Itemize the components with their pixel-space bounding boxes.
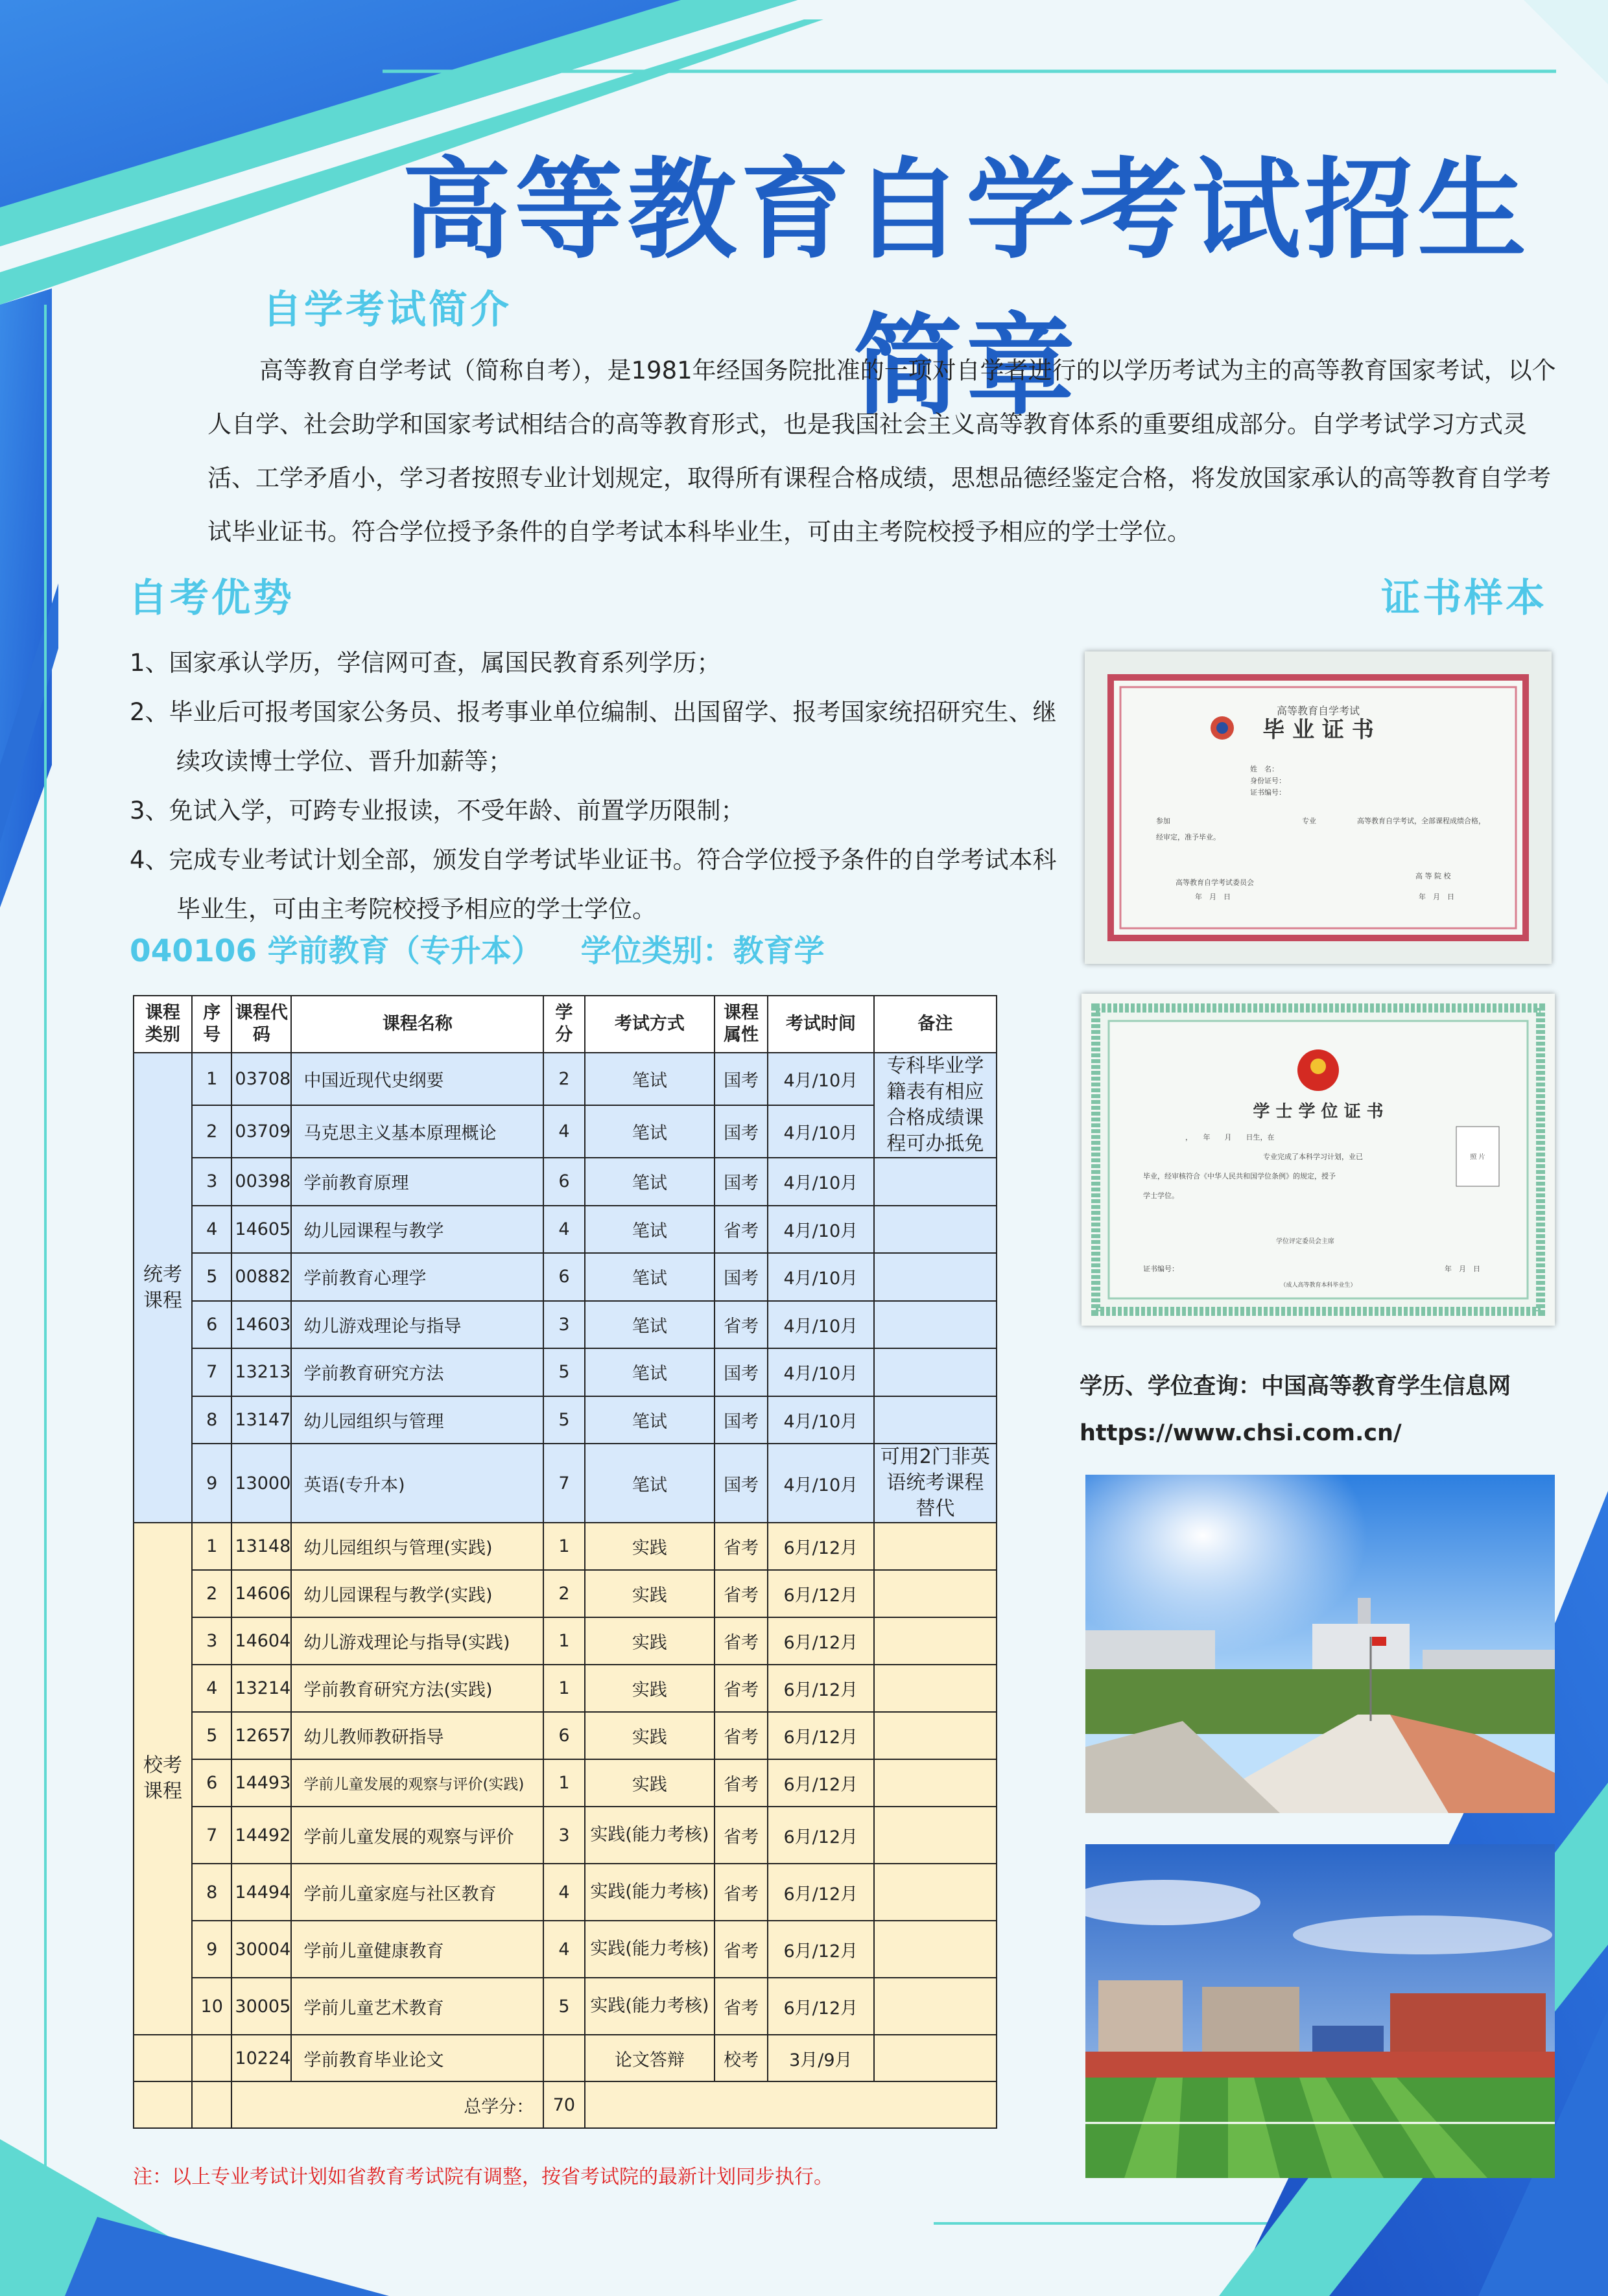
table-cell: 学前儿童健康教育 [291,1921,543,1978]
table-cell: 6月/12月 [768,1759,874,1807]
degree-type: 学位类别：教育学 [580,933,825,969]
col-header: 课程名称 [291,996,543,1053]
total-label: 总学分： [231,2081,543,2128]
table-cell: 笔试 [585,1301,715,1349]
table-cell: 5 [543,1978,584,2035]
diploma-name-label: 姓 名： [1250,765,1279,773]
query-label: 学历、学位查询：中国高等教育学生信息网 [1080,1374,1511,1400]
table-cell: 中国近现代史纲要 [291,1053,543,1105]
table-cell [543,2035,584,2081]
degree-committee: 学位评定委员会主席 [1276,1238,1334,1245]
table-cell [874,2035,997,2081]
table-cell: 省考 [715,1864,768,1921]
note-cell [874,1301,997,1349]
note-cell [874,1864,997,1921]
table-cell: 马克思主义基本原理概论 [291,1105,543,1158]
table-cell: 笔试 [585,1206,715,1254]
table-cell: 4月/10月 [768,1444,874,1523]
certificates-heading: 证书样本 [1381,576,1547,621]
diploma-date-right: 年 月 日 [1419,893,1454,901]
table-cell: 6月/12月 [768,1921,874,1978]
table-row [134,1921,997,1978]
table-cell: 4月/10月 [768,1105,874,1158]
table-cell: 4月/10月 [768,1253,874,1301]
table-header-row [134,996,997,1053]
table-cell: 省考 [715,1759,768,1807]
table-row [134,1105,997,1158]
table-cell: 6月/12月 [768,1570,874,1617]
note-cell [874,1712,997,1759]
note-cell: 专科毕业学籍表有相应合格成绩课程可办抵免 [874,1053,997,1158]
col-header: 学分 [543,996,584,1053]
table-cell: 00882 [231,1253,291,1301]
table-cell: 6月/12月 [768,1978,874,2035]
degree-title: 学 士 学 位 证 书 [1253,1102,1384,1121]
table-cell: 4 [543,1921,584,1978]
table-cell: 省考 [715,1523,768,1570]
table-cell: 1 [543,1759,584,1807]
diploma-school: 高 等 院 校 [1415,872,1451,880]
table-cell: 省考 [715,1807,768,1864]
table-cell: 幼儿游戏理论与指导 [291,1301,543,1349]
table-row [134,1864,997,1921]
table-cell: 3 [543,1807,584,1864]
campus-photo-square [1085,1475,1555,1813]
table-cell: 国考 [715,1348,768,1396]
table-cell: 10224 [231,2035,291,2081]
table-cell: 1 [543,1665,584,1712]
table-cell: 笔试 [585,1253,715,1301]
table-body [134,1053,997,2128]
advantage-item: 3、免试入学，可跨专业报读，不受年龄、前置学历限制； [130,797,745,825]
diploma-line1-a: 参加 [1156,817,1170,825]
category-cell: 统考课程 [134,1053,192,1523]
table-row [134,1570,997,1617]
table-cell: 3月/9月 [768,2035,874,2081]
table-row [134,2035,997,2081]
table-cell: 笔试 [585,1105,715,1158]
table-cell: 14606 [231,1570,291,1617]
col-header: 课程代码 [231,996,291,1053]
degree-line2: 专业完成了本科学习计划，业已 [1263,1153,1363,1161]
table-cell: 笔试 [585,1444,715,1523]
table-cell: 12657 [231,1712,291,1759]
table-cell: 5 [543,1396,584,1444]
note-cell [874,1759,997,1807]
table-row [134,1978,997,2035]
table-row [134,1712,997,1759]
table-cell: 4月/10月 [768,1158,874,1206]
col-header: 序号 [192,996,231,1053]
category-cell: 校考课程 [134,1523,192,2035]
advantage-item: 4、完成专业考试计划全部，颁发自学考试毕业证书。符合学位授予条件的自学考试本科毕业生，可由主考院校授予相应的学士学位。 [130,846,1057,923]
note-cell [874,1523,997,1570]
table-cell: 1 [543,1523,584,1570]
intro-heading: 自学考试简介 [263,287,512,333]
table-cell: 英语(专升本) [291,1444,543,1523]
degree-photo-label: 照 片 [1470,1154,1485,1161]
table-cell: 国考 [715,1444,768,1523]
table-cell: 国考 [715,1396,768,1444]
table-cell: 省考 [715,1570,768,1617]
table-cell: 国考 [715,1253,768,1301]
diploma-no-label: 证书编号： [1250,788,1286,797]
table-cell: 实践(能力考核) [585,1807,715,1864]
table-cell: 幼儿园组织与管理 [291,1396,543,1444]
table-cell: 6月/12月 [768,1617,874,1665]
total-value: 70 [543,2081,584,2128]
table-row [134,1348,997,1396]
degree-line1: ， 年 月 日生，在 [1185,1133,1275,1142]
degree-line3: 毕业，经审核符合《中华人民共和国学位条例》的规定，授予 [1143,1172,1336,1180]
table-cell: 5 [192,1253,231,1301]
table-cell: 学前教育研究方法(实践) [291,1665,543,1712]
table-cell: 3 [192,1158,231,1206]
table-cell: 学前教育研究方法 [291,1348,543,1396]
table-cell: 5 [543,1348,584,1396]
table-cell: 笔试 [585,1158,715,1206]
table-cell: 校考 [715,2035,768,2081]
table-cell: 14605 [231,1206,291,1254]
table-cell: 实践 [585,1665,715,1712]
table-cell: 4月/10月 [768,1053,874,1105]
query-info [1080,1363,1511,1457]
table-cell: 4月/10月 [768,1348,874,1396]
table-row [134,1759,997,1807]
diploma-line1-c: 高等教育自学考试，全部课程成绩合格， [1357,817,1485,825]
footnote: 注：以上专业考试计划如省教育考试院有调整，按省考试院的最新计划同步执行。 [133,2166,833,2188]
table-cell: 6 [543,1712,584,1759]
table-cell: 实践 [585,1759,715,1807]
table-cell: 4月/10月 [768,1396,874,1444]
table-cell: 6月/12月 [768,1523,874,1570]
table-cell: 学前儿童艺术教育 [291,1978,543,2035]
table-cell: 6 [192,1759,231,1807]
table-cell: 6月/12月 [768,1807,874,1864]
table-cell: 实践 [585,1712,715,1759]
table-cell: 2 [543,1053,584,1105]
table-cell: 4 [543,1864,584,1921]
table-cell: 实践(能力考核) [585,1978,715,2035]
note-cell [874,1665,997,1712]
table-cell: 实践(能力考核) [585,1921,715,1978]
table-cell: 省考 [715,1665,768,1712]
table-cell: 3 [543,1301,584,1349]
chsi-link[interactable]: https://www.chsi.com.cn/ [1080,1420,1402,1446]
table-row [134,1301,997,1349]
table-cell: 13000 [231,1444,291,1523]
note-cell [874,1253,997,1301]
table-cell: 4 [543,1105,584,1158]
campus-photo-field [1085,1844,1555,2178]
note-cell: 可用2门非英语统考课程替代 [874,1444,997,1523]
table-cell: 6 [543,1253,584,1301]
table-cell [192,2035,231,2081]
table-cell: 国考 [715,1105,768,1158]
table-cell: 1 [192,1053,231,1105]
table-cell: 5 [192,1712,231,1759]
table-cell: 6 [192,1301,231,1349]
table-cell: 7 [192,1348,231,1396]
table-cell: 实践(能力考核) [585,1864,715,1921]
table-cell: 7 [543,1444,584,1523]
advantages-list [130,638,1063,934]
table-cell: 13213 [231,1348,291,1396]
diploma-id-label: 身份证号： [1250,777,1286,785]
note-cell [874,1158,997,1206]
table-cell: 实践 [585,1617,715,1665]
table-cell: 学前教育原理 [291,1158,543,1206]
table-cell: 03708 [231,1053,291,1105]
table-cell: 学前教育毕业论文 [291,2035,543,2081]
table-cell: 30004 [231,1921,291,1978]
table-cell: 幼儿教师教研指导 [291,1712,543,1759]
table-cell: 6月/12月 [768,1864,874,1921]
table-cell: 笔试 [585,1396,715,1444]
note-cell [874,1978,997,2035]
table-cell: 4 [192,1665,231,1712]
table-cell: 国考 [715,1053,768,1105]
table-row [134,1617,997,1665]
table-cell: 14492 [231,1807,291,1864]
table-cell: 4 [543,1206,584,1254]
table-cell [585,2081,997,2128]
diploma-committee: 高等教育自学考试委员会 [1176,878,1254,887]
table-row [134,1053,997,1105]
table-cell: 6月/12月 [768,1665,874,1712]
advantage-item: 1、国家承认学历，学信网可查，属国民教育系列学历； [130,649,721,677]
table-row [134,1396,997,1444]
degree-certificate [1082,994,1555,1326]
table-cell: 学前儿童发展的观察与评价(实践) [291,1759,543,1807]
table-cell: 2 [192,1570,231,1617]
total-row [134,2081,997,2128]
note-cell [874,1396,997,1444]
table-cell: 13147 [231,1396,291,1444]
table-row [134,1206,997,1254]
table-cell: 2 [192,1105,231,1158]
degree-line4: 学士学位。 [1143,1191,1179,1200]
advantage-item: 2、毕业后可报考国家公务员、报考事业单位编制、出国留学、报考国家统招研究生、继续攻读博士学位、晋升加薪等； [130,698,1057,775]
page-title: 高等教育自学考试招生简章 [402,145,1530,430]
table-cell: 国考 [715,1158,768,1206]
col-header: 考试时间 [768,996,874,1053]
table-cell: 幼儿游戏理论与指导(实践) [291,1617,543,1665]
table-cell [134,2081,192,2128]
table-cell: 1 [192,1523,231,1570]
table-row [134,1665,997,1712]
advantages-heading: 自考优势 [128,576,294,621]
note-cell [874,1206,997,1254]
table-cell: 9 [192,1444,231,1523]
table-cell: 8 [192,1864,231,1921]
intro-paragraph: 高等教育自学考试（简称自考），是1981年经国务院批准的一项对自学者进行的以学历考试为主的高等教育国家考试，以个人自学、社会助学和国家考试相结合的高等教育形式，也是我国社会主义高等教育体系的重要组成部分。自学考试学习方式灵活、工学矛盾小，学习者按照专业计划规定，取得所有课程合格成绩，思想品德经鉴定合格，将发放国家承认的高等教育自学考试毕业证书。符合学位授予条件的自学考试本科毕业生，可由主考院校授予相应的学士学位。 [207,357,1556,546]
table-cell: 9 [192,1921,231,1978]
note-cell [874,1807,997,1864]
table-cell: 13148 [231,1523,291,1570]
table-cell: 笔试 [585,1348,715,1396]
table-cell: 6月/12月 [768,1712,874,1759]
table-cell: 10 [192,1978,231,2035]
table-cell: 03709 [231,1105,291,1158]
note-cell [874,1348,997,1396]
diploma-line2: 经审定，准予毕业。 [1156,833,1220,841]
table-cell: 13214 [231,1665,291,1712]
major-code-name: 040106 学前教育（专升本） [130,933,542,969]
table-cell: 实践 [585,1570,715,1617]
table-cell: 幼儿园课程与教学 [291,1206,543,1254]
table-cell: 论文答辩 [585,2035,715,2081]
table-cell: 14603 [231,1301,291,1349]
diploma-date-left: 年 月 日 [1195,893,1231,901]
table-cell: 2 [543,1570,584,1617]
diploma-top: 高等教育自学考试 [1276,705,1360,717]
table-cell: 4月/10月 [768,1301,874,1349]
table-cell: 省考 [715,1617,768,1665]
table-row [134,1807,997,1864]
course-plan-table [133,995,997,2129]
table-cell: 省考 [715,1921,768,1978]
table-cell: 笔试 [585,1053,715,1105]
col-header: 课程类别 [134,996,192,1053]
graduation-certificate [1085,651,1552,964]
intro-text [207,344,1563,559]
note-cell [874,1617,997,1665]
table-cell: 省考 [715,1301,768,1349]
table-cell: 学前儿童发展的观察与评价 [291,1807,543,1864]
table-cell: 省考 [715,1712,768,1759]
col-header: 备注 [874,996,997,1053]
table-cell [134,2035,192,2081]
table-cell: 30005 [231,1978,291,2035]
col-header: 考试方式 [585,996,715,1053]
table-cell: 3 [192,1617,231,1665]
table-cell: 省考 [715,1978,768,2035]
table-cell: 幼儿园组织与管理(实践) [291,1523,543,1570]
table-cell: 6 [543,1158,584,1206]
table-row [134,1158,997,1206]
table-cell: 省考 [715,1206,768,1254]
diploma-line1-b: 专业 [1302,817,1316,825]
table-cell: 14494 [231,1864,291,1921]
table-cell: 7 [192,1807,231,1864]
table-cell [192,2081,231,2128]
table-cell: 学前儿童家庭与社区教育 [291,1864,543,1921]
table-cell: 8 [192,1396,231,1444]
table-cell: 14604 [231,1617,291,1665]
table-row [134,1523,997,1570]
table-cell: 4 [192,1206,231,1254]
table-row [134,1444,997,1523]
major-title [130,927,825,970]
table-cell: 14493 [231,1759,291,1807]
degree-date: 年 月 日 [1445,1265,1480,1273]
table-cell: 学前教育心理学 [291,1253,543,1301]
table-row [134,1253,997,1301]
table-cell: 幼儿园课程与教学(实践) [291,1570,543,1617]
col-header: 课程属性 [715,996,768,1053]
note-cell [874,1921,997,1978]
table-cell: 实践 [585,1523,715,1570]
table-cell: 00398 [231,1158,291,1206]
note-cell [874,1570,997,1617]
degree-footer: （成人高等教育本科毕业生） [1280,1282,1356,1289]
degree-cert-no: 证书编号： [1143,1265,1179,1273]
diploma-title: 毕 业 证 书 [1262,717,1374,743]
table-cell: 4月/10月 [768,1206,874,1254]
table-cell: 1 [543,1617,584,1665]
